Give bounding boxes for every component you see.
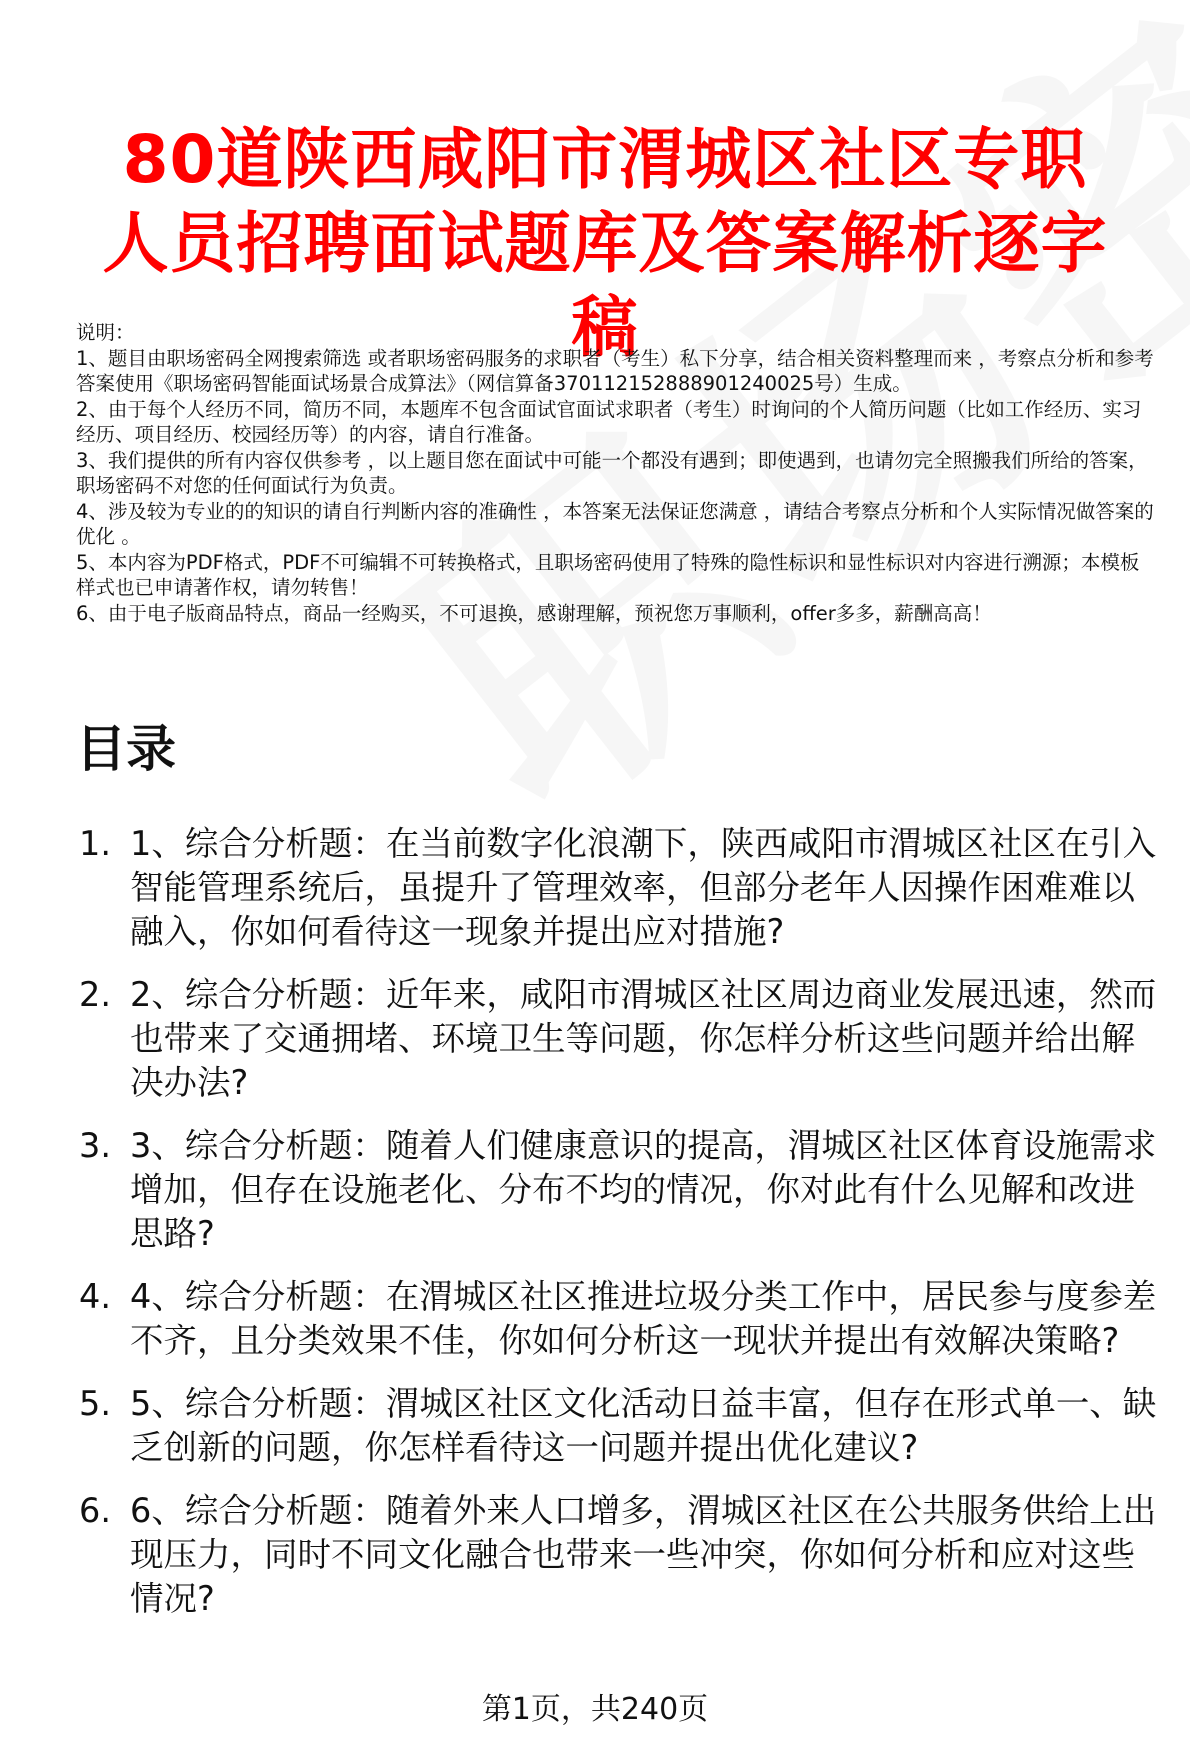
note-item: 1、题目由职场密码全网搜索筛选 或者职场密码服务的求职者（考生）私下分享，结合相关资料整理而来 ，考察点分析和参考答案使用《职场密码智能面试场景合成算法》（网信算备370112152888901240025号）生成。 bbox=[76, 346, 1154, 395]
note-item: 5、本内容为PDF格式，PDF不可编辑不可转换格式，且职场密码使用了特殊的隐性标识和显性标识对内容进行溯源；本模板样式也已申请著作权，请勿转售！ bbox=[76, 550, 1140, 599]
note-item: 2、由于每个人经历不同，简历不同，本题库不包含面试官面试求职者（考生）时询问的个人简历问题（比如工作经历、实习经历、项目经历、校园经历等）的内容，请自行准备。 bbox=[76, 397, 1142, 446]
toc-item-text[interactable]: 2、综合分析题：近年来，咸阳市渭城区社区周边商业发展迅速，然而也带来了交通拥堵、环境卫生等问题，你怎样分析这些问题并给出解决办法? bbox=[130, 975, 1157, 1102]
toc-item[interactable] bbox=[76, 973, 1166, 1105]
note-item: 4、涉及较为专业的的知识的请自行判断内容的准确性 ，本答案无法保证您满意 ，请结合考察点分析和个人实际情况做答案的优化 。 bbox=[76, 499, 1154, 548]
notes-section bbox=[76, 320, 1156, 626]
toc-item-text[interactable]: 3、综合分析题：随着人们健康意识的提高，渭城区社区体育设施需求增加，但存在设施老化、分布不均的情况，你对此有什么见解和改进思路? bbox=[130, 1126, 1157, 1253]
toc-item-number: 1. bbox=[79, 824, 111, 863]
toc-item[interactable] bbox=[76, 1489, 1166, 1621]
toc-item-number: 6. bbox=[79, 1491, 111, 1530]
page-footer: 第1页，共240页 bbox=[481, 1692, 709, 1727]
toc-item-text[interactable]: 4、综合分析题：在渭城区社区推进垃圾分类工作中，居民参与度参差不齐，且分类效果不佳，你如何分析这一现状并提出有效解决策略? bbox=[130, 1277, 1157, 1360]
toc-item-number: 2. bbox=[79, 975, 111, 1014]
toc-item[interactable] bbox=[76, 1124, 1166, 1256]
toc-item-number: 3. bbox=[79, 1126, 111, 1165]
note-item: 6、由于电子版商品特点，商品一经购买，不可退换，感谢理解，预祝您万事顺利，offer多多，薪酬高高！ bbox=[76, 601, 992, 625]
notes-heading: 说明： bbox=[76, 321, 135, 344]
toc-item-text[interactable]: 1、综合分析题：在当前数字化浪潮下，陕西咸阳市渭城区社区在引入智能管理系统后，虽提升了管理效率，但部分老年人因操作困难难以融入，你如何看待这一现象并提出应对措施? bbox=[130, 824, 1157, 951]
toc-item-text[interactable]: 5、综合分析题：渭城区社区文化活动日益丰富，但存在形式单一、缺乏创新的问题，你怎样看待这一问题并提出优化建议? bbox=[130, 1384, 1157, 1467]
toc-item-text[interactable]: 6、综合分析题：随着外来人口增多，渭城区社区在公共服务供给上出现压力，同时不同文化融合也带来一些冲突，你如何分析和应对这些情况? bbox=[130, 1491, 1157, 1618]
toc-item[interactable] bbox=[76, 1382, 1166, 1470]
toc-item[interactable] bbox=[76, 1275, 1166, 1363]
toc-heading: 目录 bbox=[76, 720, 176, 778]
note-item: 3、我们提供的所有内容仅供参考 ，以上题目您在面试中可能一个都没有遇到；即使遇到，也请勿完全照搬我们所给的答案，职场密码不对您的任何面试行为负责。 bbox=[76, 448, 1148, 497]
toc-item-number: 5. bbox=[79, 1384, 111, 1423]
document-title: 80道陕西咸阳市渭城区社区专职人员招聘面试题库及答案解析逐字稿 bbox=[102, 121, 1108, 366]
toc-list bbox=[76, 822, 1166, 1640]
toc-item[interactable] bbox=[76, 822, 1166, 954]
toc-item-number: 4. bbox=[79, 1277, 111, 1316]
